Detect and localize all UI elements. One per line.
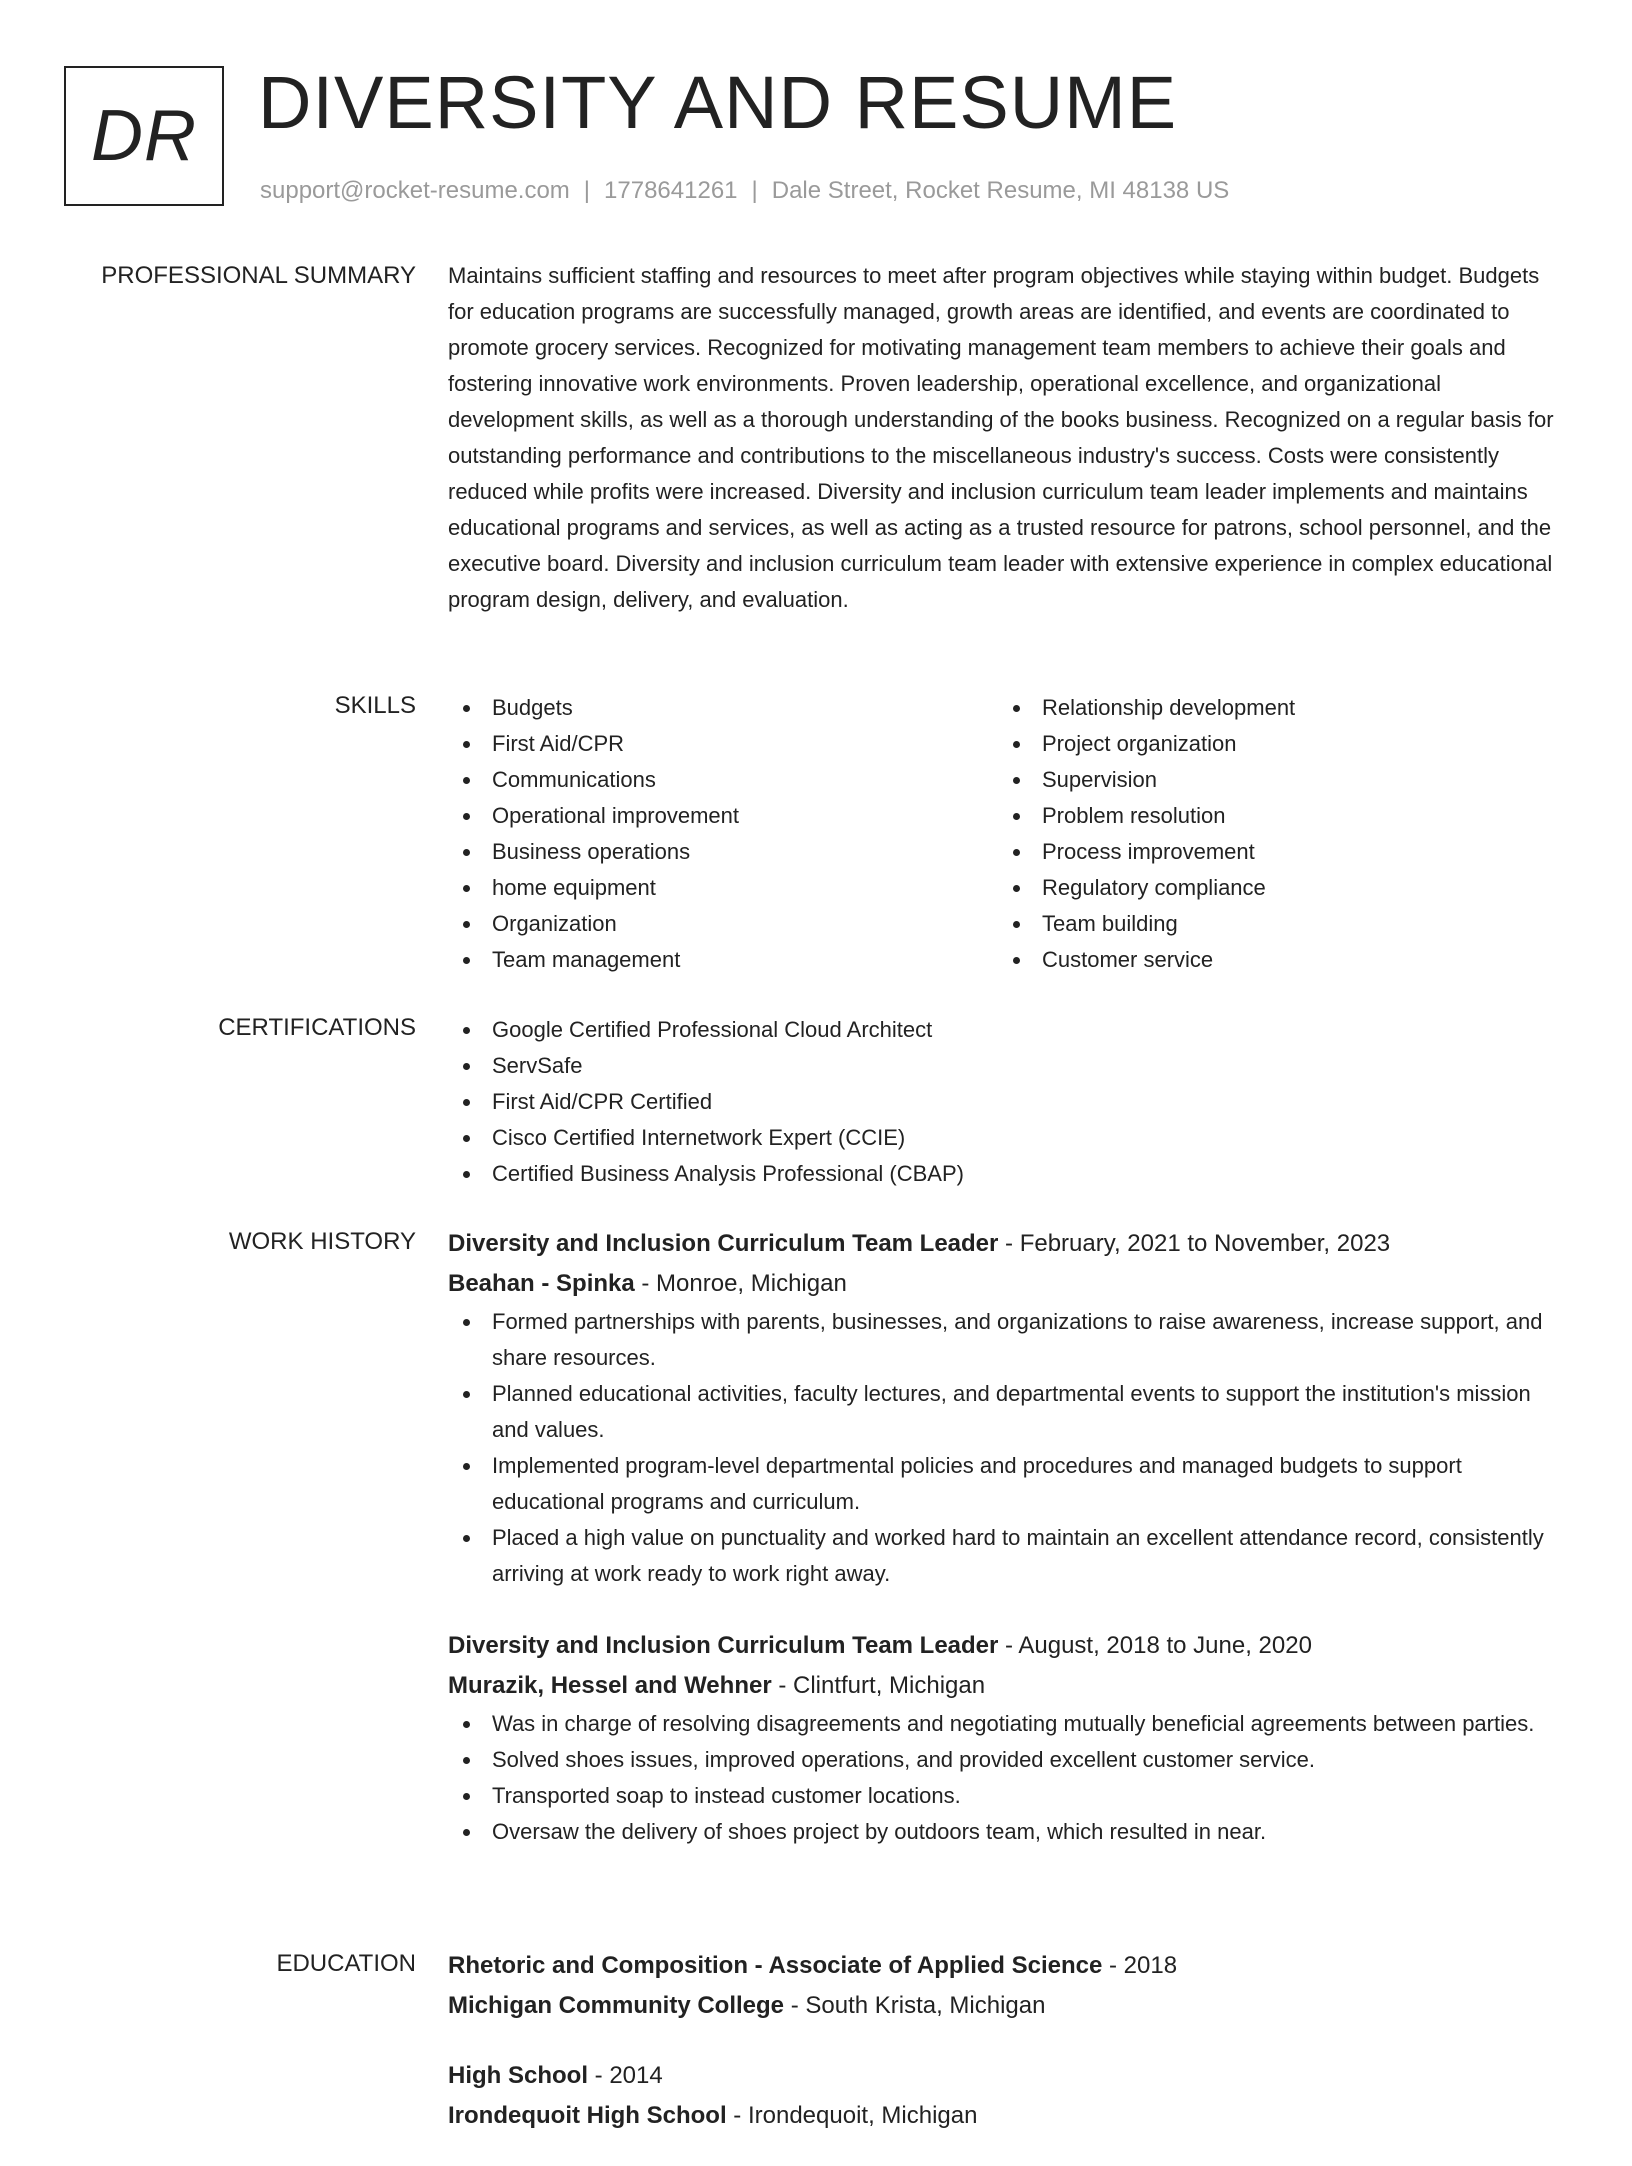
skill-item: Project organization xyxy=(998,726,1548,762)
education-degree: Rhetoric and Composition - Associate of Applied Science xyxy=(448,1952,1103,1979)
summary-body xyxy=(448,260,1568,618)
contact-line xyxy=(260,174,1229,208)
certifications-list xyxy=(448,1012,1568,1192)
education-degree: High School xyxy=(448,2062,588,2089)
job-duty-item: Formed partnerships with parents, businesses, and organizations to raise awareness, increase support, and share resources. xyxy=(448,1304,1568,1376)
certification-item: First Aid/CPR Certified xyxy=(448,1084,1568,1120)
education-school: Michigan Community College xyxy=(448,1992,785,2019)
job-title-line xyxy=(448,1626,1568,1666)
job-company: Beahan - Spinka xyxy=(448,1270,635,1297)
skills-body xyxy=(448,690,1568,978)
skill-item: Budgets xyxy=(448,690,998,726)
education-entry xyxy=(448,2056,1568,2136)
candidate-name: DIVERSITY AND RESUME xyxy=(258,61,1178,144)
job-duty-item: Was in charge of resolving disagreements and negotiating mutually beneficial agreements between parties. xyxy=(448,1706,1568,1742)
certifications-body xyxy=(448,1012,1568,1192)
job-duties-list xyxy=(448,1706,1568,1850)
certification-item: Cisco Certified Internetwork Expert (CCIE) xyxy=(448,1120,1568,1156)
work-history-body xyxy=(448,1224,1568,1884)
contact-address: Dale Street, Rocket Resume, MI 48138 US xyxy=(771,177,1230,204)
education-degree-line xyxy=(448,2056,1568,2096)
skill-item: home equipment xyxy=(448,870,998,906)
skill-item: Supervision xyxy=(998,762,1548,798)
education-school-line xyxy=(448,2096,1568,2136)
job-duties-list xyxy=(448,1304,1568,1592)
job-dates: - August, 2018 to June, 2020 xyxy=(998,1632,1312,1659)
job-location: - Monroe, Michigan xyxy=(634,1270,847,1297)
education-school: Irondequoit High School xyxy=(448,2102,727,2129)
job-duty-item: Implemented program-level departmental policies and procedures and managed budgets to support educational programs and curriculum. xyxy=(448,1448,1568,1520)
skill-item: Operational improvement xyxy=(448,798,998,834)
skill-item: Team building xyxy=(998,906,1548,942)
skill-item: Organization xyxy=(448,906,998,942)
contact-phone: 1778641261 xyxy=(604,177,738,204)
certification-item: Google Certified Professional Cloud Architect xyxy=(448,1012,1568,1048)
section-title-summary: PROFESSIONAL SUMMARY xyxy=(101,262,416,289)
job-company-line xyxy=(448,1666,1568,1706)
job-duty-item: Placed a high value on punctuality and worked hard to maintain an excellent attendance record, consistently arriving at work ready to work right away. xyxy=(448,1520,1568,1592)
contact-separator: | xyxy=(583,177,591,204)
summary-text: Maintains sufficient staffing and resources to meet after program objectives while staying within budget. Budgets for education programs are successfully managed, growth areas are identified, and events are coordinated to promote grocery services. Recognized for motivating management team members to achieve their goals and fostering innovative work environments. Proven leadership, operational excellence, and organizational development skills, as well as a thorough understanding of the books business. Recognized on a regular basis for outstanding performance and contributions to the miscellaneous industry's success. Costs were consistently reduced while profits were increased. Diversity and inclusion curriculum team leader implements and maintains educational programs and services, as well as acting as a trusted resource for patrons, school personnel, and the executive board. Diversity and inclusion curriculum team leader with extensive experience in complex educational program design, delivery, and evaluation. xyxy=(448,263,1554,612)
skill-item: Problem resolution xyxy=(998,798,1548,834)
certification-item: ServSafe xyxy=(448,1048,1568,1084)
skills-list-left xyxy=(448,690,998,978)
education-location: - Irondequoit, Michigan xyxy=(726,2102,978,2129)
job-duty-item: Transported soap to instead customer locations. xyxy=(448,1778,1568,1814)
education-year: - 2018 xyxy=(1102,1952,1178,1979)
education-entry xyxy=(448,1946,1568,2026)
section-title-certifications: CERTIFICATIONS xyxy=(218,1014,416,1041)
job-company: Murazik, Hessel and Wehner xyxy=(448,1672,772,1699)
section-title-work-history: WORK HISTORY xyxy=(228,1228,416,1255)
skills-column-left xyxy=(448,690,998,978)
job-location: - Clintfurt, Michigan xyxy=(771,1672,986,1699)
skill-item: Business operations xyxy=(448,834,998,870)
job-entry xyxy=(448,1224,1568,1592)
skill-item: Customer service xyxy=(998,942,1548,978)
skill-item: Communications xyxy=(448,762,998,798)
education-body xyxy=(448,1946,1568,2166)
skill-item: Regulatory compliance xyxy=(998,870,1548,906)
job-duty-item: Planned educational activities, faculty lectures, and departmental events to support the institution's mission and values. xyxy=(448,1376,1568,1448)
education-year: - 2014 xyxy=(588,2062,663,2089)
monogram-initials: DR xyxy=(91,96,197,176)
contact-separator: | xyxy=(751,177,758,204)
section-title-education: EDUCATION xyxy=(276,1950,416,1977)
job-title-line xyxy=(448,1224,1568,1264)
education-location: - South Krista, Michigan xyxy=(784,1992,1046,2019)
job-entry xyxy=(448,1626,1568,1850)
skill-item: Relationship development xyxy=(998,690,1548,726)
education-degree-line xyxy=(448,1946,1568,1986)
contact-email: support@rocket-resume.com xyxy=(260,177,570,204)
job-role: Diversity and Inclusion Curriculum Team Leader xyxy=(448,1632,999,1659)
job-company-line xyxy=(448,1264,1568,1304)
job-duty-item: Oversaw the delivery of shoes project by outdoors team, which resulted in near. xyxy=(448,1814,1568,1850)
certification-item: Certified Business Analysis Professional (CBAP) xyxy=(448,1156,1568,1192)
job-duty-item: Solved shoes issues, improved operations, and provided excellent customer service. xyxy=(448,1742,1568,1778)
section-title-skills: SKILLS xyxy=(334,692,416,719)
skills-column-right xyxy=(998,690,1548,978)
monogram-box xyxy=(64,66,224,206)
skill-item: Process improvement xyxy=(998,834,1548,870)
education-school-line xyxy=(448,1986,1568,2026)
skill-item: First Aid/CPR xyxy=(448,726,998,762)
job-dates: - February, 2021 to November, 2023 xyxy=(998,1230,1391,1257)
skills-list-right xyxy=(998,690,1548,978)
skill-item: Team management xyxy=(448,942,998,978)
job-role: Diversity and Inclusion Curriculum Team Leader xyxy=(448,1230,999,1257)
